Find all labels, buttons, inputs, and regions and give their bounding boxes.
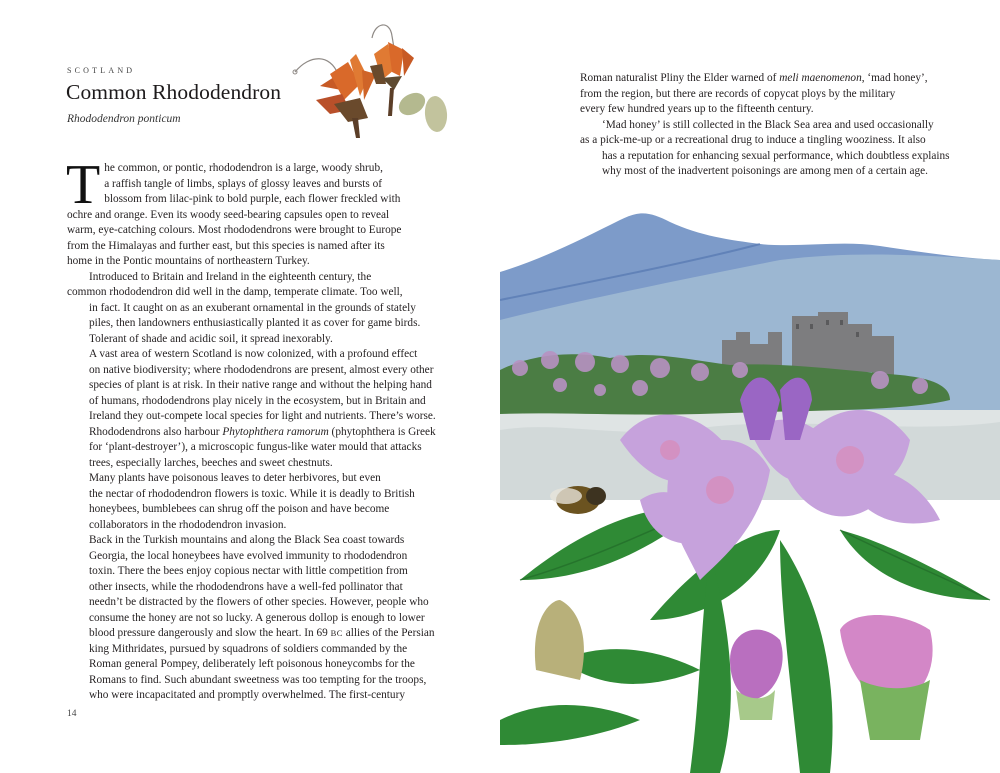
paragraph-1: T he common, or pontic, rhododendron is a large, woody shrub, a raffish tangle of limbs, splays of glossy leaves and bursts of blossom from lilac-pink to bold purple, each flower freckled with ochre and orange. Even its woody seed-bearing capsules open to reveal warm, eye-catching colours. Most rhododendrons were brought to Europe from the Himalayas and further east, but this species is named after its home in the Pontic mountains of northeastern Turkey. <box>66 154 402 267</box>
page-number: 14 <box>67 709 77 719</box>
region-label: SCOTLAND <box>67 66 136 75</box>
right-page <box>500 0 1000 773</box>
page-title: Common Rhododendron <box>66 80 282 104</box>
small-caps-bc: BC <box>330 628 343 638</box>
body-text-right <box>580 71 980 180</box>
body-text-left <box>66 154 436 704</box>
paragraph-2: Introduced to Britain and Ireland in the eighteenth century, the common rhododendron did well in the damp, temperate climate. Too well, in fact. It caught on as an exuberant ornamental in the grounds of stately piles, then landowners enthusiastically planted it as cover for game birds. Tolerant of shade and acidic soil, it spread inexorably. <box>67 270 421 345</box>
latin-phrase-italic: meli maenomenon <box>779 72 862 84</box>
seed-capsule-illustration <box>290 14 450 142</box>
paragraph-5: Back in the Turkish mountains and along the Black Sea coast towards Georgia, the local honeybees have evolved immunity to rhododendron toxin. There the bees enjoy copious nectar with little competition from other insects, while the rhododendrons have a well-fed pollinator that needn’t be distracted by the flowers of other species. However, people who consume the honey are not so lucky. A generous dollop is enough to lower blood pressure dangerously and slow the heart. In 69 BC allies of the Persian king Mithridates, pursued by squadrons of soldiers commanded by the Roman general Pompey, deliberately left poisonous honeycombs for the Romans to find. Such abundant sweetness was too tempting for the troops, who were incapacitated and promptly overwhelmed. The first-century <box>89 534 435 701</box>
latin-name: Rhododendron ponticum <box>67 113 181 125</box>
species-italic: Phytophthera ramorum <box>222 425 329 438</box>
paragraph-continued: Roman naturalist Pliny the Elder warned of meli maenomenon, ‘mad honey’, from the region, but there are records of copycat ploys by the military every few hundred years up to the fifteenth century. <box>580 72 928 115</box>
paragraph-3: A vast area of western Scotland is now colonized, with a profound effect on native biodiversity; where rhododendrons are present, almost every other species of plant is at risk. In their native range and without the helping hand of humans, rhododendrons play nicely in the ecosystem, but in Britain and Ireland they out-compete local species for light and nutrients. There’s worse. Rhododendrons also harbour Phytophthera ramorum (phytophthera is Greek for ‘plant-destroyer’), a microscopic fungus-like water mould that attacks trees, especially larches, beeches and sweet chestnuts. <box>89 348 436 469</box>
drop-cap: T <box>66 154 101 216</box>
paragraph-mad-honey: ‘Mad honey’ is still collected in the Black Sea area and used occasionally as a pick-me-up or a recreational drug to induce a tingling wooziness. It also has a reputation for enhancing sexual performance, which doubtless explains why most of the inadvertent poisonings are among men of a certain age. <box>580 118 950 177</box>
rhododendron-castle-landscape-illustration <box>500 200 1000 773</box>
paragraph-4: Many plants have poisonous leaves to deter herbivores, but even the nectar of rhododendron flowers is toxic. While it is deadly to British honeybees, bumblebees can shrug off the poison and have become collaborators in the rhododendron invasion. <box>89 472 415 531</box>
